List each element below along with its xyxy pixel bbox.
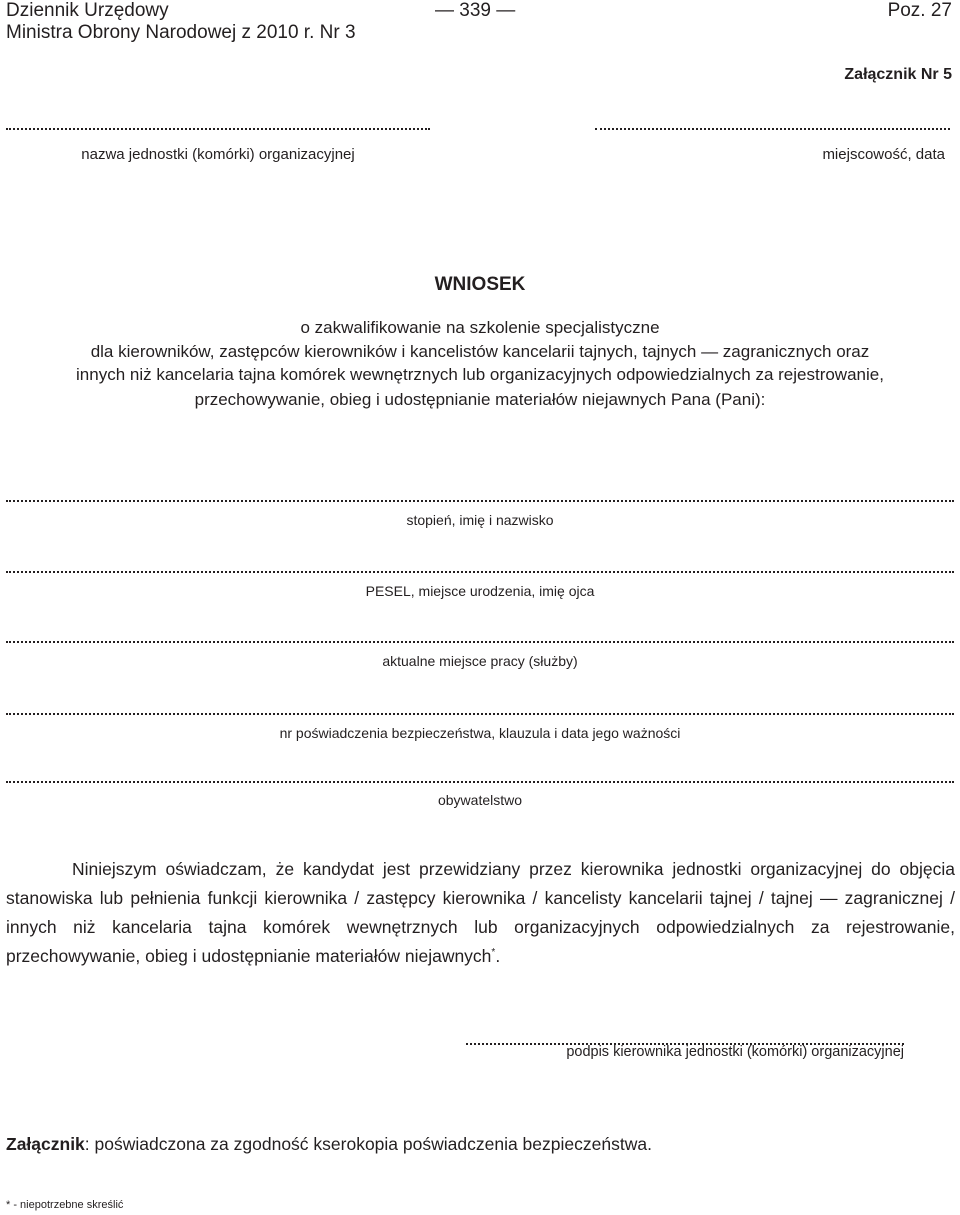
- workplace-label: aktualne miejsce pracy (służby): [382, 653, 578, 669]
- attachment-note: [6, 1134, 652, 1155]
- attachment-text: : poświadczona za zgodność kserokopia poświadczenia bezpieczeństwa.: [84, 1134, 652, 1154]
- workplace-dotted-line: [6, 641, 954, 643]
- place-date-label: miejscowość, data: [822, 146, 945, 163]
- citizenship-label: obywatelstwo: [437, 792, 523, 808]
- document-title: WNIOSEK: [434, 274, 526, 295]
- declaration-text: Niniejszym oświadczam, że kandydat jest przewidziany przez kierownika jednostki organizacyjnej do objęcia stanowiska lub pełnienia funkcji kierownika / zastępcy kierownika / kancelisty kancelarii tajnej / tajnej — zagranicznej / innych niż kancelaria tajna komórek wewnętrznych lub organizacyjnych odpowiedzialnych za rejestrowanie, przechowywanie, obieg i udostępnianie materiałów niejawnych: [6, 859, 955, 966]
- rank-name-label: stopień, imię i nazwisko: [406, 512, 554, 528]
- pesel-dotted-line: [6, 571, 954, 573]
- declaration-end: .: [495, 946, 501, 966]
- unit-name-label: nazwa jednostki (komórki) organizacyjnej: [81, 146, 355, 163]
- pesel-label: PESEL, miejsce urodzenia, imię ojca: [365, 583, 595, 599]
- page-number: — 339 —: [435, 0, 516, 21]
- citizenship-dotted-line: [6, 781, 954, 783]
- unit-name-dotted-line: [6, 128, 430, 130]
- journal-title: Dziennik Urzędowy: [6, 0, 169, 21]
- clearance-dotted-line: [6, 713, 954, 715]
- position-number: Poz. 27: [887, 0, 952, 21]
- subtitle-line-1: o zakwalifikowanie na szkolenie specjalistyczne: [300, 318, 660, 337]
- place-date-dotted-line: [595, 128, 950, 130]
- ministry-line: Ministra Obrony Narodowej z 2010 r. Nr 3: [6, 22, 356, 43]
- footnote-mark: *: [491, 947, 496, 959]
- annex-label: Załącznik Nr 5: [844, 66, 952, 83]
- subtitle-line-2: dla kierowników, zastępców kierowników i kancelistów kancelarii tajnych, tajnych — zagranicznych oraz: [90, 342, 870, 361]
- declaration-paragraph: [6, 855, 955, 971]
- signature-label: podpis kierownika jednostki (komórki) organizacyjnej: [566, 1044, 904, 1060]
- rank-name-dotted-line: [6, 500, 954, 502]
- attachment-label: Załącznik: [6, 1134, 85, 1154]
- subtitle-line-3: innych niż kancelaria tajna komórek wewnętrznych lub organizacyjnych odpowiedzialnych za rejestrowanie,: [76, 365, 884, 384]
- subtitle-line-4: przechowywanie, obieg i udostępnianie materiałów niejawnych Pana (Pani):: [194, 390, 766, 409]
- footnote: * - niepotrzebne skreślić: [6, 1199, 124, 1211]
- clearance-label: nr poświadczenia bezpieczeństwa, klauzula i data jego ważności: [279, 725, 681, 741]
